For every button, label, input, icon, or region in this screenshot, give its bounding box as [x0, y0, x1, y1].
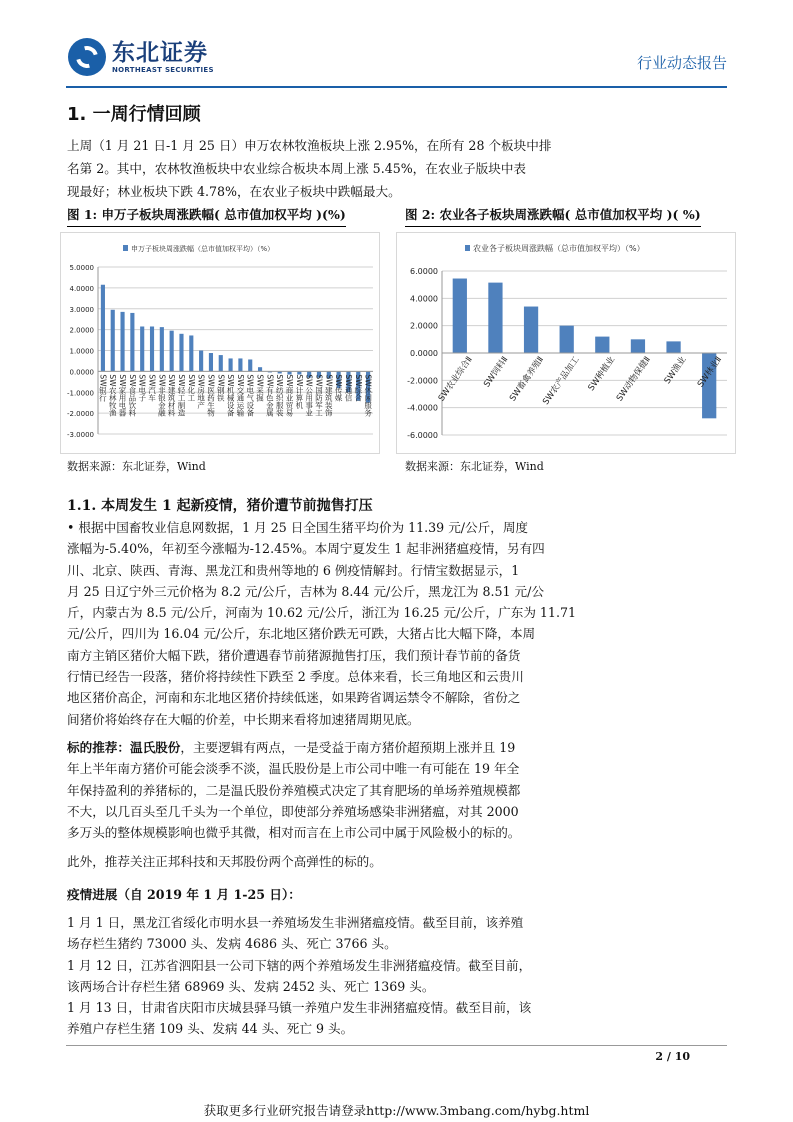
y-tick-label: 2.0000 — [410, 321, 438, 331]
x-category-label: SW畜禽养殖Ⅱ — [507, 354, 546, 404]
bar — [524, 307, 538, 353]
text-line: 现最好；林业板块下跌 4.78%，在农业子板块中跌幅最大。 — [67, 184, 401, 199]
text-line: 南方主销区猪价大幅下跌，猪价遭遇春节前猪源抛售打压，我们预计春节前的备货 — [67, 647, 521, 663]
bar — [238, 358, 242, 371]
x-category-label: SW电子 — [137, 374, 147, 402]
chart-sector-returns — [60, 232, 380, 454]
text-line: 不大，以几百头至几千头为一个单位，即使部分养殖场感染非洲猪瘟，对其 2000 — [67, 803, 519, 819]
market-paragraph — [67, 517, 582, 730]
x-category-label: SW传媒 — [334, 374, 344, 402]
section-heading: 1. 一周行情回顾 — [67, 104, 201, 125]
y-tick-label: 0.0000 — [69, 368, 94, 377]
text-line: • 根据中国畜牧业信息网数据，1 月 25 日全国生猪平均价为 11.39 元/公斤，周度 — [67, 520, 529, 535]
text-line: 川、北京、陕西、青海、黑龙江和贵州等地的 6 例疫情解封。行情宝数据显示，1 — [67, 562, 520, 578]
x-category-label: SW动物保健Ⅱ — [614, 354, 653, 404]
bar — [199, 351, 203, 372]
legend-swatch — [123, 245, 128, 251]
x-category-label: SW公用事业 — [304, 374, 314, 417]
text-line: 上周（1 月 21 日-1 月 25 日）申万农林牧渔板块上涨 2.95%，在所有 28 个板块中排 — [67, 138, 552, 153]
x-category-label: SW建筑材料 — [167, 374, 177, 417]
y-tick-label: -3.0000 — [66, 431, 94, 439]
text-line: 行情已经告一段落，猪价将持续性下跌至 2 季度。总体来看，长三角地区和云贵川 — [67, 669, 524, 685]
x-category-label: SW家用电器 — [118, 374, 128, 417]
summary-paragraph — [67, 134, 582, 203]
x-category-label: SW通信 — [343, 374, 353, 402]
logo-icon — [68, 38, 106, 76]
text-line: 多万头的整体规模影响也微乎其微，相对而言在上市公司中属于风险极小的标的。 — [67, 825, 521, 841]
text-line: 元/公斤，四川为 16.04 元/公斤，东北地区猪价跌无可跌，大猪占比大幅下降，本周 — [67, 626, 536, 642]
legend-label: 农业各子板块周涨跌幅（总市值加权平均）（%） — [473, 244, 645, 253]
figure-2-caption: 图 2: 农业各子板块周涨跌幅( 总市值加权平均 )( %) — [405, 205, 701, 227]
x-category-label: SW机械设备 — [226, 374, 236, 417]
x-category-label: SW房地产 — [196, 374, 206, 410]
logo-name: 东北证券 — [112, 40, 208, 66]
y-tick-label: 3.0000 — [69, 305, 94, 314]
bar — [560, 326, 574, 353]
company-logo — [68, 38, 214, 76]
x-category-label: SW采掘 — [255, 374, 265, 402]
bar — [120, 312, 124, 371]
x-category-label: SW钢铁 — [216, 374, 226, 402]
x-category-label: SW交通运输 — [235, 374, 245, 417]
bar — [170, 331, 174, 372]
recommendation-paragraph — [67, 737, 582, 843]
header-divider — [66, 86, 727, 88]
bar — [140, 326, 144, 371]
x-category-label: SW电气设备 — [245, 374, 255, 417]
x-category-label: SW农产品加工 — [541, 354, 582, 407]
bar — [189, 335, 193, 371]
x-category-label: SW食品饮料 — [127, 374, 137, 417]
bar — [631, 339, 645, 353]
text-line: 1 月 12 日，江苏省泗阳县一公司下辖的两个养殖场发生非洲猪瘟疫情。截至目前， — [67, 957, 532, 973]
y-tick-label: 4.0000 — [410, 294, 438, 304]
y-tick-label: -2.0000 — [407, 376, 438, 386]
y-tick-label: 1.0000 — [69, 347, 94, 356]
text-line: 涨幅为-5.40%，年初至今涨幅为-12.45%。本周宁夏发生 1 起非洲猪瘟疫情，另有四 — [67, 541, 545, 557]
text-line: 场存栏生猪约 73000 头、发病 4686 头、死亡 3766 头。 — [67, 936, 397, 952]
x-category-label: SW饲料Ⅱ — [482, 354, 511, 390]
recommendation-label: 标的推荐：温氏股份 — [67, 740, 181, 755]
legend-swatch — [465, 245, 470, 251]
x-category-label: SW非银金融 — [157, 374, 167, 417]
recommendation-text: ，主要逻辑有两点，一是受益于南方猪价超预期上涨并且 19 — [180, 740, 516, 755]
y-tick-label: -6.0000 — [407, 431, 438, 440]
chart-agri-subsector-returns — [396, 232, 736, 454]
x-category-label: SW种植业 — [586, 354, 618, 393]
x-category-label: SW计算机 — [294, 374, 304, 410]
x-category-label: SW综合 — [353, 374, 363, 402]
also-paragraph: 此外，推荐关注正邦科技和天邦股份两个高弹性的标的。 — [67, 854, 382, 869]
bar — [130, 313, 134, 371]
figure-1-source: 数据来源：东北证券，Wind — [67, 460, 206, 473]
x-category-label: SW林业Ⅱ — [695, 354, 725, 390]
bar — [150, 326, 154, 371]
figure-2-source: 数据来源：东北证券，Wind — [405, 460, 544, 473]
legend-label: 申万子板块周涨跌幅（总市值加权平均）（%） — [131, 245, 275, 253]
x-category-label: SW纺织服装 — [275, 374, 285, 417]
bar — [101, 285, 105, 372]
figure-1-caption: 图 1: 申万子板块周涨跌幅( 总市值加权平均 )(%) — [67, 205, 346, 227]
text-line: 斤，内蒙古为 8.5 元/公斤，河南为 10.62 元/公斤，浙江为 16.25 元/公斤，广东为 11.71 — [67, 605, 576, 621]
bar — [666, 341, 680, 353]
bar — [111, 310, 115, 372]
x-category-label: SW汽车 — [147, 374, 157, 402]
bar — [248, 359, 252, 371]
y-tick-label: 5.0000 — [69, 264, 94, 272]
text-line: 地区猪价高企，河南和东北地区猪价持续低迷，如果跨省调运禁令不解除，省份之 — [67, 690, 521, 706]
subsection-heading: 1.1. 本周发生 1 起新疫情，猪价遭节前抛售打压 — [67, 498, 373, 514]
bar — [209, 353, 213, 371]
bar — [488, 283, 502, 353]
footer-divider — [66, 1045, 727, 1046]
report-type: 行业动态报告 — [636, 54, 727, 72]
y-tick-label: 2.0000 — [69, 326, 94, 335]
y-tick-label: 4.0000 — [69, 284, 94, 293]
y-tick-label: 6.0000 — [410, 267, 438, 276]
outbreak-list — [67, 912, 582, 1040]
x-category-label: SW国防军工 — [314, 374, 324, 417]
y-tick-label: -1.0000 — [66, 389, 94, 398]
logo-english: NORTHEAST SECURITIES — [112, 66, 214, 74]
bar — [453, 279, 467, 353]
outbreak-item — [67, 955, 582, 998]
x-category-label: SW银行 — [98, 374, 108, 402]
text-line: 年保持盈利的养猪标的，二是温氏股份养殖模式决定了其育肥场的单场养殖规模都 — [67, 782, 521, 798]
bar — [258, 367, 262, 371]
bar — [219, 355, 223, 371]
x-category-label: SW休闲服务 — [363, 374, 373, 417]
text-line: 1 月 1 日，黑龙江省绥化市明水县一养殖场发生非洲猪瘟疫情。截至目前，该养殖 — [67, 915, 524, 930]
y-tick-label: -4.0000 — [407, 403, 438, 413]
outbreak-item — [67, 997, 582, 1040]
x-category-label: SW农林牧渔 — [108, 374, 118, 417]
text-line: 1 月 13 日，甘肃省庆阳市庆城县驿马镇一养殖户发生非洲猪瘟疫情。截至目前，该 — [67, 1000, 532, 1016]
text-line: 年上半年南方猪价可能会淡季不淡，温氏股份是上市公司中唯一有可能在 19 年全 — [67, 761, 520, 777]
x-category-label: SW有色金属 — [265, 374, 275, 417]
x-category-label: SW医药生物 — [206, 374, 216, 417]
text-line: 养殖户存栏生猪 109 头、发病 44 头、死亡 9 头。 — [67, 1021, 354, 1037]
text-line: 间猪价将始终存在大幅的价差，中长期来看将加速猪周期见底。 — [67, 711, 420, 727]
page-number: 2 / 10 — [655, 1050, 690, 1063]
bar — [179, 334, 183, 372]
bar — [229, 358, 233, 371]
x-category-label: SW商业贸易 — [285, 374, 295, 417]
bar — [595, 337, 609, 353]
x-category-label: SW轻工制造 — [176, 374, 186, 417]
y-tick-label: 0.0000 — [410, 349, 438, 358]
x-category-label: SW建筑装饰 — [324, 374, 334, 417]
text-line: 名第 2。其中，农林牧渔板块中农业综合板块本周上涨 5.45%，在农业子版块中表 — [67, 161, 527, 176]
x-category-label: SW渔业 — [662, 354, 689, 386]
bar — [160, 327, 164, 371]
outbreak-item — [67, 912, 582, 955]
x-category-label: SW化工 — [186, 374, 196, 402]
text-line: 该两场合计存栏生猪 68969 头、发病 2452 头、死亡 1369 头。 — [67, 978, 435, 994]
y-tick-label: -2.0000 — [66, 410, 94, 419]
text-line: 月 25 日辽宁外三元价格为 8.2 元/公斤，吉林为 8.44 元/公斤，黑龙江为 8.51 元/公 — [67, 583, 544, 599]
progress-title: 疫情进展（自 2019 年 1 月 1-25 日）： — [67, 887, 301, 902]
promo-link[interactable]: 获取更多行业研究报告请登录http://www.3mbang.com/hybg.html — [203, 1103, 590, 1118]
x-category-label: SW农业综合Ⅱ — [436, 354, 475, 404]
